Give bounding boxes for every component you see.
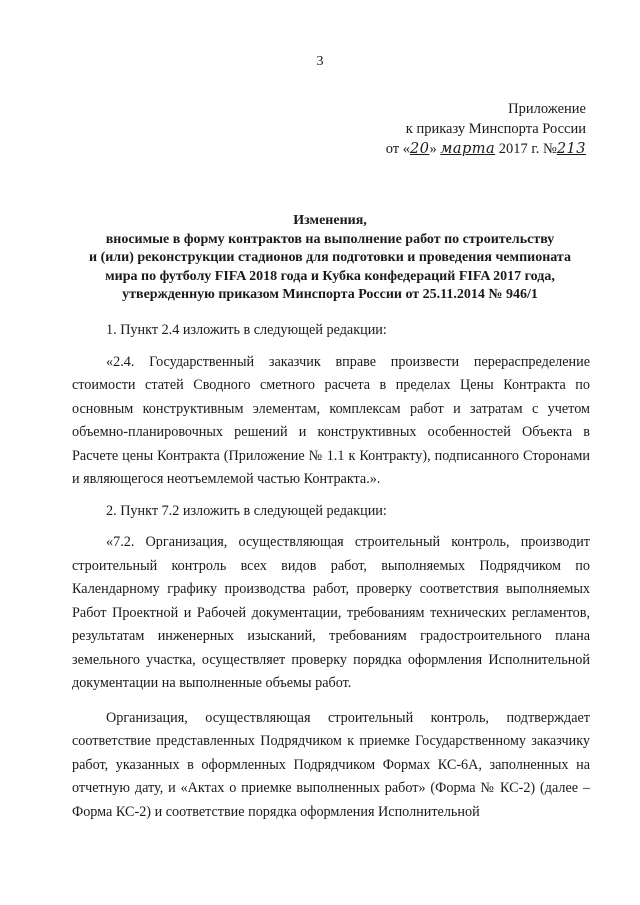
date-prefix: от « (385, 141, 410, 157)
order-number-handwritten: 213 (556, 141, 586, 157)
paragraph-clause-7-2-continued: Организация, осуществляющая строительный контроль, подтверждает соответствие представленных Подрядчиком к приемке Государственному заказчику работ, указанных в оформленных Подрядчиком Формах КС-6А, заполненных на отчетную дату, и «Актах о приемке выполненных работ» (Форма № КС-2) (далее – Форма КС-2) и соответствие порядка оформления Исполнительной (72, 709, 590, 820)
title-line-1: Изменения, (293, 213, 367, 228)
date-day-handwritten: 20 (409, 141, 430, 157)
page-number: 3 (316, 54, 324, 69)
paragraph-clause-2-4: «2.4. Государственный заказчик вправе произвести перераспределение стоимости статей Сводного сметного расчета в пределах Цены Контракта по основным конструктивным элементам, комплексам работ и затратам с учетом объемно-планировочных решений и конструктивных особенностей Объекта в Расчете цены Контракта (Приложение № 1.1 к Контракту), подписанного Сторонами и являющегося неотъемлемой частью Контракта.». (72, 353, 590, 487)
date-month-handwritten: марта (440, 141, 496, 157)
date-year: 2017 г. № (498, 141, 557, 157)
title-line-3: и (или) реконструкции стадионов для подготовки и проведения чемпионата (89, 250, 571, 265)
title-line-2: вносимые в форму контрактов на выполнение работ по строительству (105, 231, 555, 247)
appendix-date-line (386, 139, 586, 159)
title-line-5: утвержденную приказом Минспорта России от 25.11.2014 № 946/1 (122, 287, 538, 302)
document-body (72, 319, 590, 824)
paragraph-clause-7-2: «7.2. Организация, осуществляющая строительный контроль, производит строительный контроль всех видов работ, выполняемых Подрядчиком по Календарному графику производства работ, проверку соответствия выполняемых Работ Проектной и Рабочей документации, требованиям технических регламентов, результатам инженерных изысканий, требованиям градостроительного плана земельного участка, осуществляет проверку порядка оформления Исполнительной документации на выполненные объемы работ. (72, 534, 590, 691)
document-title (60, 212, 600, 305)
title-line-4: мира по футболу FIFA 2018 года и Кубка конфедераций FIFA 2017 года, (105, 268, 555, 284)
paragraph-item-1: 1. Пункт 2.4 изложить в следующей редакции: (106, 322, 387, 338)
date-mid: » (429, 141, 437, 157)
appendix-header (386, 99, 586, 159)
appendix-order-ref: к приказу Минспорта России (405, 121, 586, 137)
appendix-label: Приложение (508, 101, 586, 117)
paragraph-item-2: 2. Пункт 7.2 изложить в следующей редакции: (106, 502, 387, 519)
